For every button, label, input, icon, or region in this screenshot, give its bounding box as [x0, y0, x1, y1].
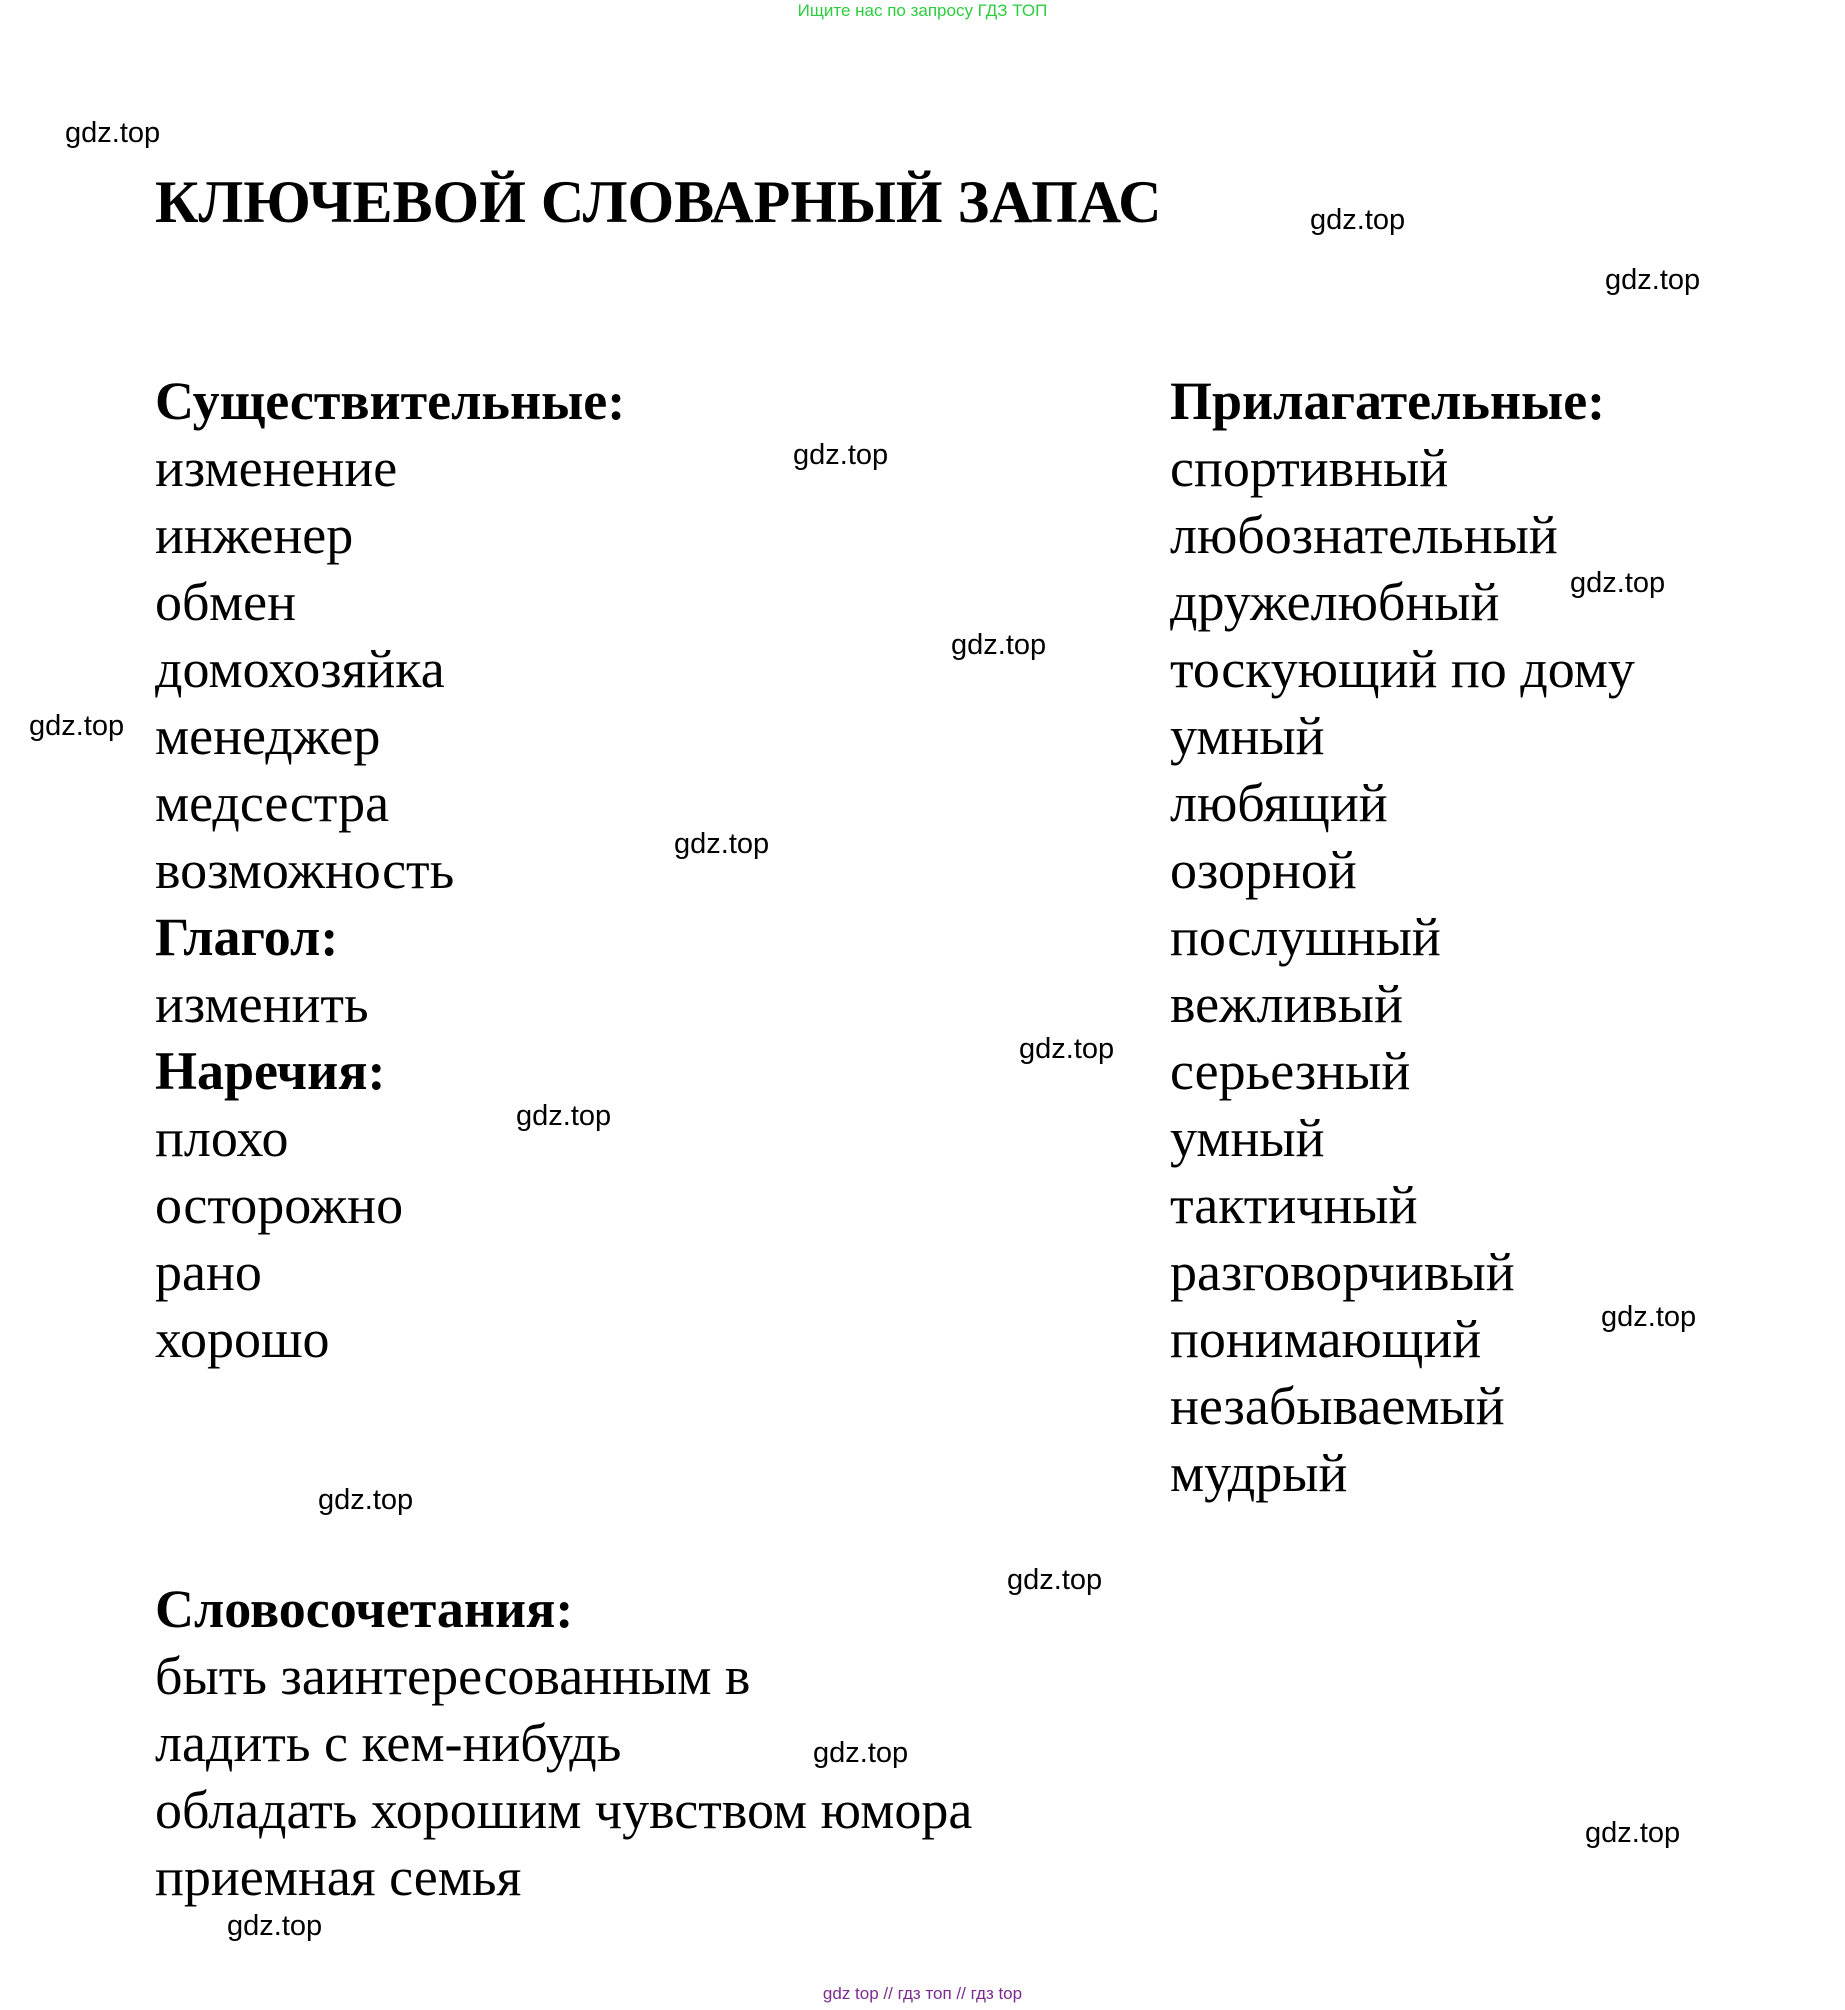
adverb-item: плохо	[155, 1108, 289, 1168]
watermark: gdz.top	[65, 117, 161, 149]
page-title: КЛЮЧЕВОЙ СЛОВАРНЫЙ ЗАПАС	[155, 169, 1162, 235]
adjective-item: дружелюбный	[1170, 572, 1500, 632]
phrase-item: быть заинтересованным в	[155, 1646, 751, 1706]
adjective-item: умный	[1170, 706, 1325, 766]
adjective-item: тактичный	[1170, 1175, 1418, 1235]
adverb-item: осторожно	[155, 1175, 404, 1235]
noun-item: домохозяйка	[155, 639, 445, 699]
adjective-item: понимающий	[1170, 1309, 1482, 1369]
adverb-item: рано	[155, 1242, 262, 1302]
adjective-item: умный	[1170, 1108, 1325, 1168]
adverb-item: хорошо	[155, 1309, 330, 1369]
watermark: gdz.top	[793, 439, 889, 471]
verb-item: изменить	[155, 974, 369, 1034]
watermark: gdz.top	[1310, 204, 1406, 236]
noun-item: возможность	[155, 840, 455, 900]
phrases-section	[155, 1576, 1255, 1911]
adjective-item: тоскующий по дому	[1170, 639, 1635, 699]
watermark: gdz.top	[813, 1737, 909, 1769]
phrase-item: обладать хорошим чувством юмора	[155, 1780, 973, 1840]
watermark: gdz.top	[516, 1100, 612, 1132]
adverbs-heading: Наречия:	[155, 1041, 386, 1101]
adjective-item: озорной	[1170, 840, 1357, 900]
left-column	[155, 368, 1115, 1373]
watermark: gdz.top	[318, 1484, 414, 1516]
adjective-item: любознательный	[1170, 505, 1558, 565]
phrase-item: ладить с кем-нибудь	[155, 1713, 622, 1773]
watermark: gdz.top	[1605, 264, 1701, 296]
watermark: gdz.top	[1601, 1301, 1697, 1333]
verb-heading: Глагол:	[155, 907, 339, 967]
nouns-heading: Существительные:	[155, 371, 626, 431]
phrases-heading: Словосочетания:	[155, 1579, 574, 1639]
watermark: gdz.top	[951, 629, 1047, 661]
adjective-item: вежливый	[1170, 974, 1403, 1034]
adjective-item: любящий	[1170, 773, 1388, 833]
watermark: gdz.top	[1585, 1817, 1681, 1849]
adjective-item: послушный	[1170, 907, 1441, 967]
adjective-item: разговорчивый	[1170, 1242, 1515, 1302]
top-banner: Ищите нас по запросу ГДЗ ТОП	[797, 1, 1048, 20]
adjective-item: спортивный	[1170, 438, 1449, 498]
footer-links: gdz top // гдз топ // гдз top	[822, 1984, 1023, 2003]
watermark: gdz.top	[1570, 567, 1666, 599]
watermark: gdz.top	[227, 1910, 323, 1942]
noun-item: обмен	[155, 572, 296, 632]
adjective-item: серьезный	[1170, 1041, 1411, 1101]
noun-item: инженер	[155, 505, 354, 565]
adjective-item: незабываемый	[1170, 1376, 1505, 1436]
watermark: gdz.top	[1019, 1033, 1115, 1065]
noun-item: медсестра	[155, 773, 390, 833]
phrase-item: приемная семья	[155, 1847, 522, 1907]
adjectives-heading: Прилагательные:	[1170, 371, 1606, 431]
noun-item: изменение	[155, 438, 398, 498]
noun-item: менеджер	[155, 706, 381, 766]
right-column	[1170, 368, 1810, 1507]
watermark: gdz.top	[29, 710, 125, 742]
watermark: gdz.top	[674, 828, 770, 860]
adjective-item: мудрый	[1170, 1443, 1348, 1503]
watermark: gdz.top	[1007, 1564, 1103, 1596]
